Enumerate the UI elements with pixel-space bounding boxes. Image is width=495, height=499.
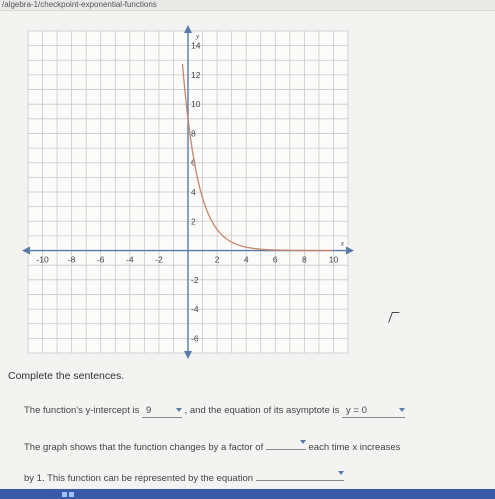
factor-dropdown[interactable]: [266, 437, 306, 450]
chevron-down-icon: [338, 471, 344, 475]
sentence-1: [24, 405, 405, 418]
y-tick-label: 6: [191, 157, 196, 168]
y-tick-label: 8: [191, 128, 196, 139]
url-text: /algebra-1/checkpoint-exponential-functions: [2, 0, 157, 9]
y-tick-label: -4: [191, 304, 199, 315]
y-tick-label: -2: [191, 274, 199, 285]
x-axis-left-arrow: [22, 247, 30, 255]
y-tick-label: 14: [191, 40, 201, 51]
x-tick-label: -2: [155, 254, 163, 265]
x-axis-right-arrow: [346, 247, 354, 255]
chevron-down-icon: [300, 440, 306, 444]
sentence-2-end: each time x increases: [308, 442, 401, 453]
start-icon[interactable]: [62, 492, 67, 497]
x-tick-label: 2: [214, 254, 220, 265]
x-tick-label: 10: [328, 254, 339, 265]
y-tick-label: 2: [191, 216, 196, 227]
x-tick-label: -8: [67, 254, 76, 265]
y-tick-label: 4: [191, 187, 196, 197]
y-intercept-dropdown[interactable]: [142, 405, 182, 418]
x-tick-label: -10: [36, 254, 49, 265]
sentence-3-start: by 1. This function can be represented by the equation: [24, 473, 254, 484]
y-tick-label: -6: [191, 333, 199, 344]
x-tick-label: 8: [301, 254, 307, 265]
y-tick-label: 10: [191, 99, 201, 110]
sentence-1-middle: , and the equation of its asymptote is: [184, 405, 340, 416]
y-tick-label: 12: [191, 69, 201, 80]
chevron-down-icon: [399, 408, 405, 412]
taskbar: [0, 489, 495, 499]
x-tick-label: -4: [126, 254, 134, 265]
sentence-2-start: The graph shows that the function changes by a factor of: [24, 442, 264, 453]
x-tick-label: 4: [243, 254, 249, 265]
y-axis-bottom-arrow: [184, 351, 192, 359]
sentence-1-start: The function's y-intercept is: [24, 405, 140, 416]
y-intercept-value: 9: [145, 405, 152, 416]
x-axis-label: x: [340, 238, 345, 248]
y-axis-label: y: [196, 31, 200, 41]
y-axis-top-arrow: [184, 25, 192, 33]
x-tick-label: 6: [272, 254, 278, 265]
sentence-2: [24, 437, 400, 453]
instructions: Complete the sentences.: [8, 370, 125, 382]
sentence-3: [24, 468, 344, 484]
asymptote-dropdown[interactable]: [342, 405, 405, 418]
asymptote-value: y = 0: [346, 405, 367, 416]
equation-dropdown[interactable]: [256, 468, 344, 481]
start-icon[interactable]: [69, 492, 74, 497]
chevron-down-icon: [176, 408, 182, 412]
x-tick-label: -6: [96, 254, 105, 265]
